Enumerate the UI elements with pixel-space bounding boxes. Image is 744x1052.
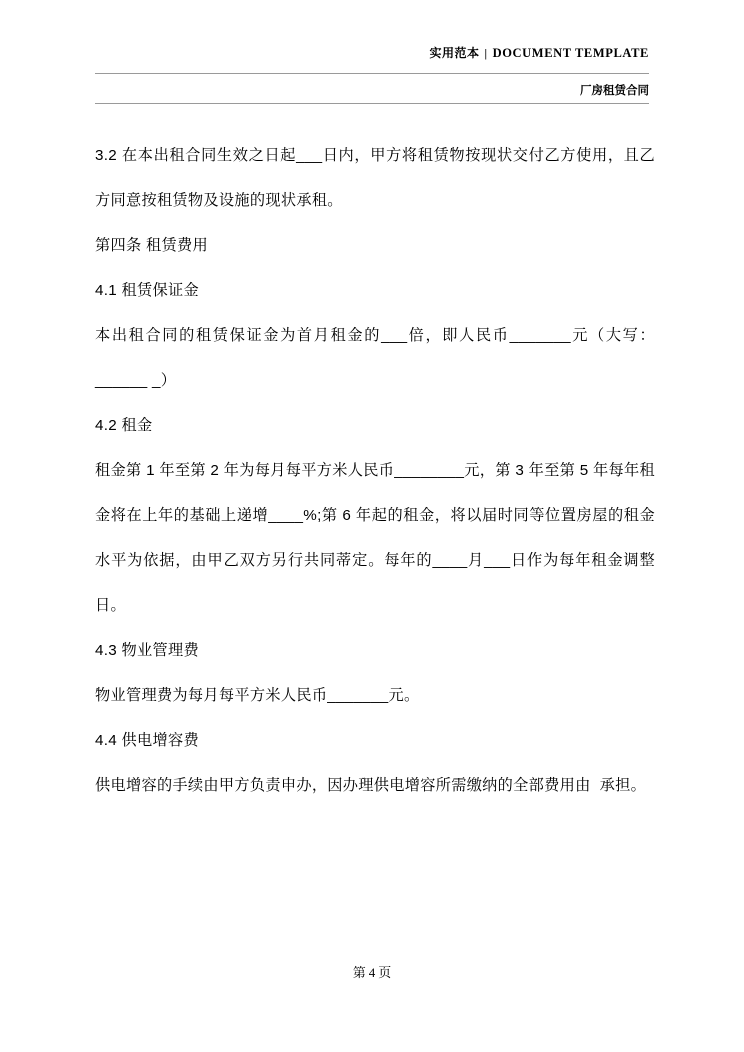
header-divider-bottom xyxy=(95,103,649,104)
heading-4-4: 4.4 供电增容费 xyxy=(95,732,199,749)
heading-4-1: 4.1 租赁保证金 xyxy=(95,282,199,299)
heading-4-3: 4.3 物业管理费 xyxy=(95,642,199,659)
paragraph-4-3-body: 物业管理费为每月每平方米人民币_______元。 xyxy=(95,687,420,704)
document-body xyxy=(95,133,655,808)
header-brand-cn: 实用范本 xyxy=(429,46,480,60)
paragraph-4-1-body: 本出租合同的租赁保证金为首月租金的___倍，即人民币_______元（大写：______ _） xyxy=(95,327,655,389)
header-brand-en: DOCUMENT TEMPLATE xyxy=(492,46,649,60)
paragraph-4-2-body: 租金第 1 年至第 2 年为每月每平方米人民币________元，第 3 年至第 5 年每年租金将在上年的基础上递增____%;第 6 年起的租金，将以届时同等位置房屋的租金水平为依据，由甲乙双方另行共同蒂定。每年的____月___日作为每年租金调整日。 xyxy=(95,462,655,614)
heading-article-4: 第四条 租赁费用 xyxy=(95,237,208,254)
header-brand xyxy=(95,44,649,61)
paragraph-3-2: 3.2 在本出租合同生效之日起___日内，甲方将租赁物按现状交付乙方使用，且乙方同意按租赁物及设施的现状承租。 xyxy=(95,147,655,209)
header-brand-separator: | xyxy=(484,48,488,60)
footer-prefix: 第 xyxy=(352,965,366,980)
page-footer xyxy=(0,962,744,981)
header-doc-title: 厂房租赁合同 xyxy=(580,85,649,97)
footer-page-number: 4 xyxy=(368,965,376,980)
page-header xyxy=(95,44,649,61)
heading-4-2: 4.2 租金 xyxy=(95,417,153,434)
header-divider-top xyxy=(95,73,649,74)
paragraph-4-4-body: 供电增容的手续由甲方负责申办，因办理供电增容所需缴纳的全部费用由 承担。 xyxy=(95,777,647,794)
footer-suffix: 页 xyxy=(378,965,392,980)
